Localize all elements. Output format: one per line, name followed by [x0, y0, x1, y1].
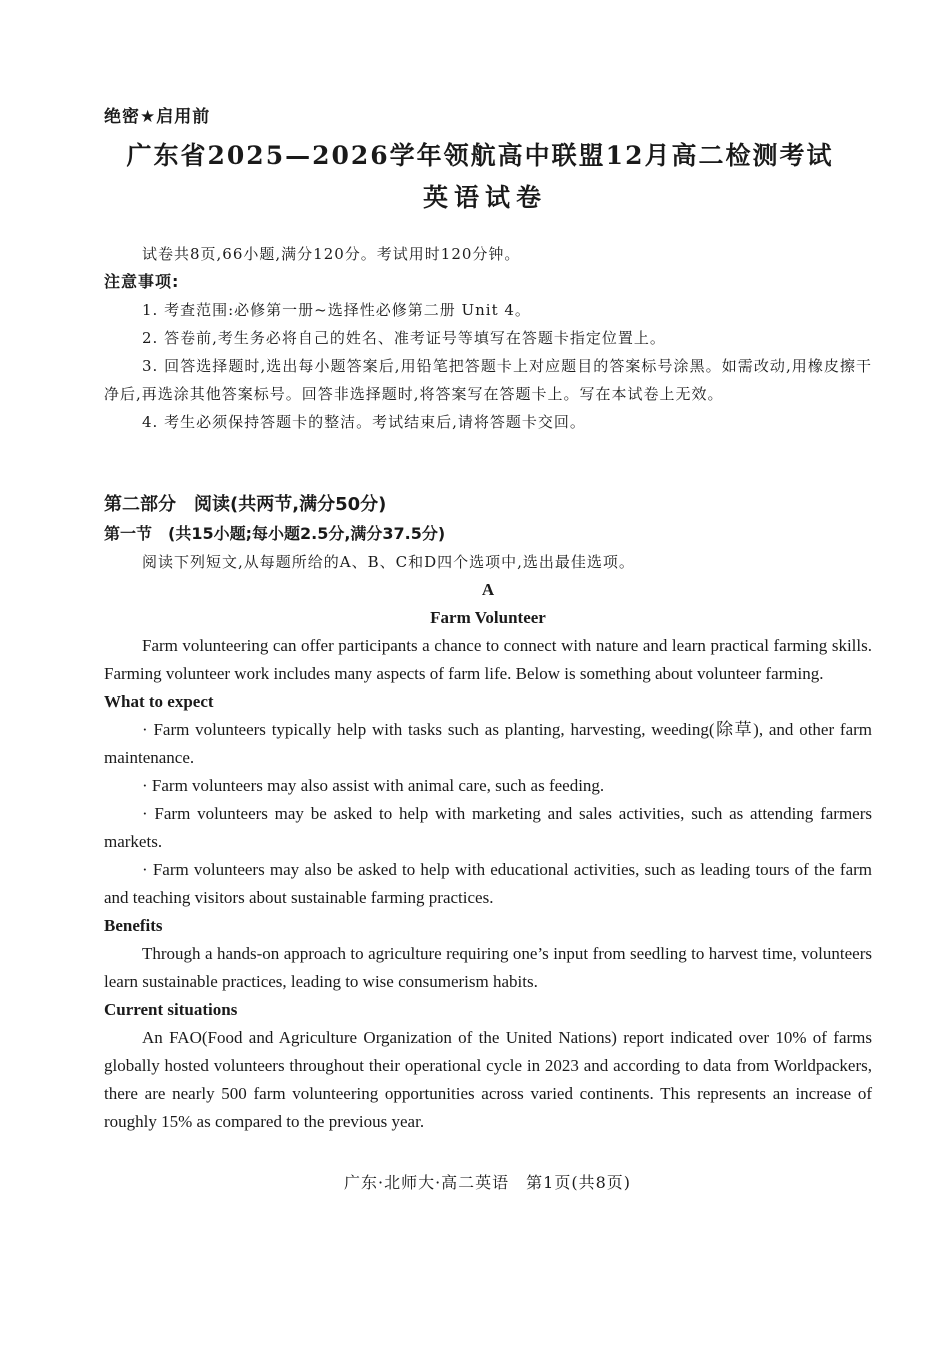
section-instruction: 阅读下列短文,从每题所给的A、B、C和D四个选项中,选出最佳选项。	[142, 553, 635, 571]
benefits-heading: Benefits	[104, 916, 163, 935]
page-footer: 广东·北师大·高二英语 第1页(共8页)	[343, 1173, 632, 1192]
intro-text: 试卷共8页,66小题,满分120分。考试用时120分钟。	[142, 245, 521, 263]
bullet-item: · Farm volunteers may also assist with animal care, such as feeding.	[142, 776, 605, 795]
part2-heading: 第二部分 阅读(共两节,满分50分)	[104, 494, 387, 515]
bullet-item: · Farm volunteers typically help with tasks such as planting, harvesting, weeding(除草), and other farm maintenance.	[104, 720, 872, 767]
passage-title: Farm Volunteer	[430, 608, 546, 627]
section1-heading: 第一节 (共15小题;每小题2.5分,满分37.5分)	[104, 524, 446, 543]
passage-intro: Farm volunteering can offer participants a chance to connect with nature and learn practical farming skills. Farming volunteer work includes many aspects of farm life. Below is something about volunteer farming.	[104, 636, 872, 683]
passage-a	[104, 576, 872, 1136]
notice-item: 4. 考生必须保持答题卡的整洁。考试结束后,请将答题卡交回。	[142, 413, 586, 431]
current-text: An FAO(Food and Agriculture Organization of the United Nations) report indicated over 10% of farms globally hosted volunteers throughout their operational cycle in 2023 and according to data from Worldpackers, there are nearly 500 farm volunteering opportunities across varied continents. This represents an increase of roughly 15% as compared to the previous year.	[104, 1028, 872, 1131]
exam-intro	[104, 240, 872, 268]
part2-block	[104, 490, 872, 576]
notice-item: 2. 答卷前,考生务必将自己的姓名、准考证号等填写在答题卡指定位置上。	[142, 329, 666, 347]
passage-letter: A	[481, 580, 495, 599]
confidential-label: 绝密★启用前	[104, 107, 211, 127]
notice-item: 3. 回答选择题时,选出每小题答案后,用铅笔把答题卡上对应题目的答案标号涂黑。如需改动,用橡皮擦干净后,再选涂其他答案标号。回答非选择题时,将答案写在答题卡上。写在本试卷上无效。	[104, 357, 872, 403]
subject-title: 英语试卷	[422, 183, 547, 212]
notice-block	[104, 268, 872, 436]
benefits-text: Through a hands-on approach to agriculture requiring one’s input from seedling to harvest time, volunteers learn sustainable practices, leading to wise consumerism habits.	[104, 944, 872, 991]
exam-title: 广东省2025—2026学年领航高中联盟12月高二检测考试	[126, 141, 834, 170]
current-heading: Current situations	[104, 1000, 238, 1019]
bullet-item: · Farm volunteers may be asked to help with marketing and sales activities, such as attending farmers markets.	[104, 804, 872, 851]
notice-heading: 注意事项:	[104, 272, 180, 291]
expect-heading: What to expect	[104, 692, 214, 711]
notice-item: 1. 考查范围:必修第一册~选择性必修第二册 Unit 4。	[142, 301, 531, 319]
bullet-item: · Farm volunteers may also be asked to help with educational activities, such as leading tours of the farm and teaching visitors about sustainable farming practices.	[104, 860, 872, 907]
